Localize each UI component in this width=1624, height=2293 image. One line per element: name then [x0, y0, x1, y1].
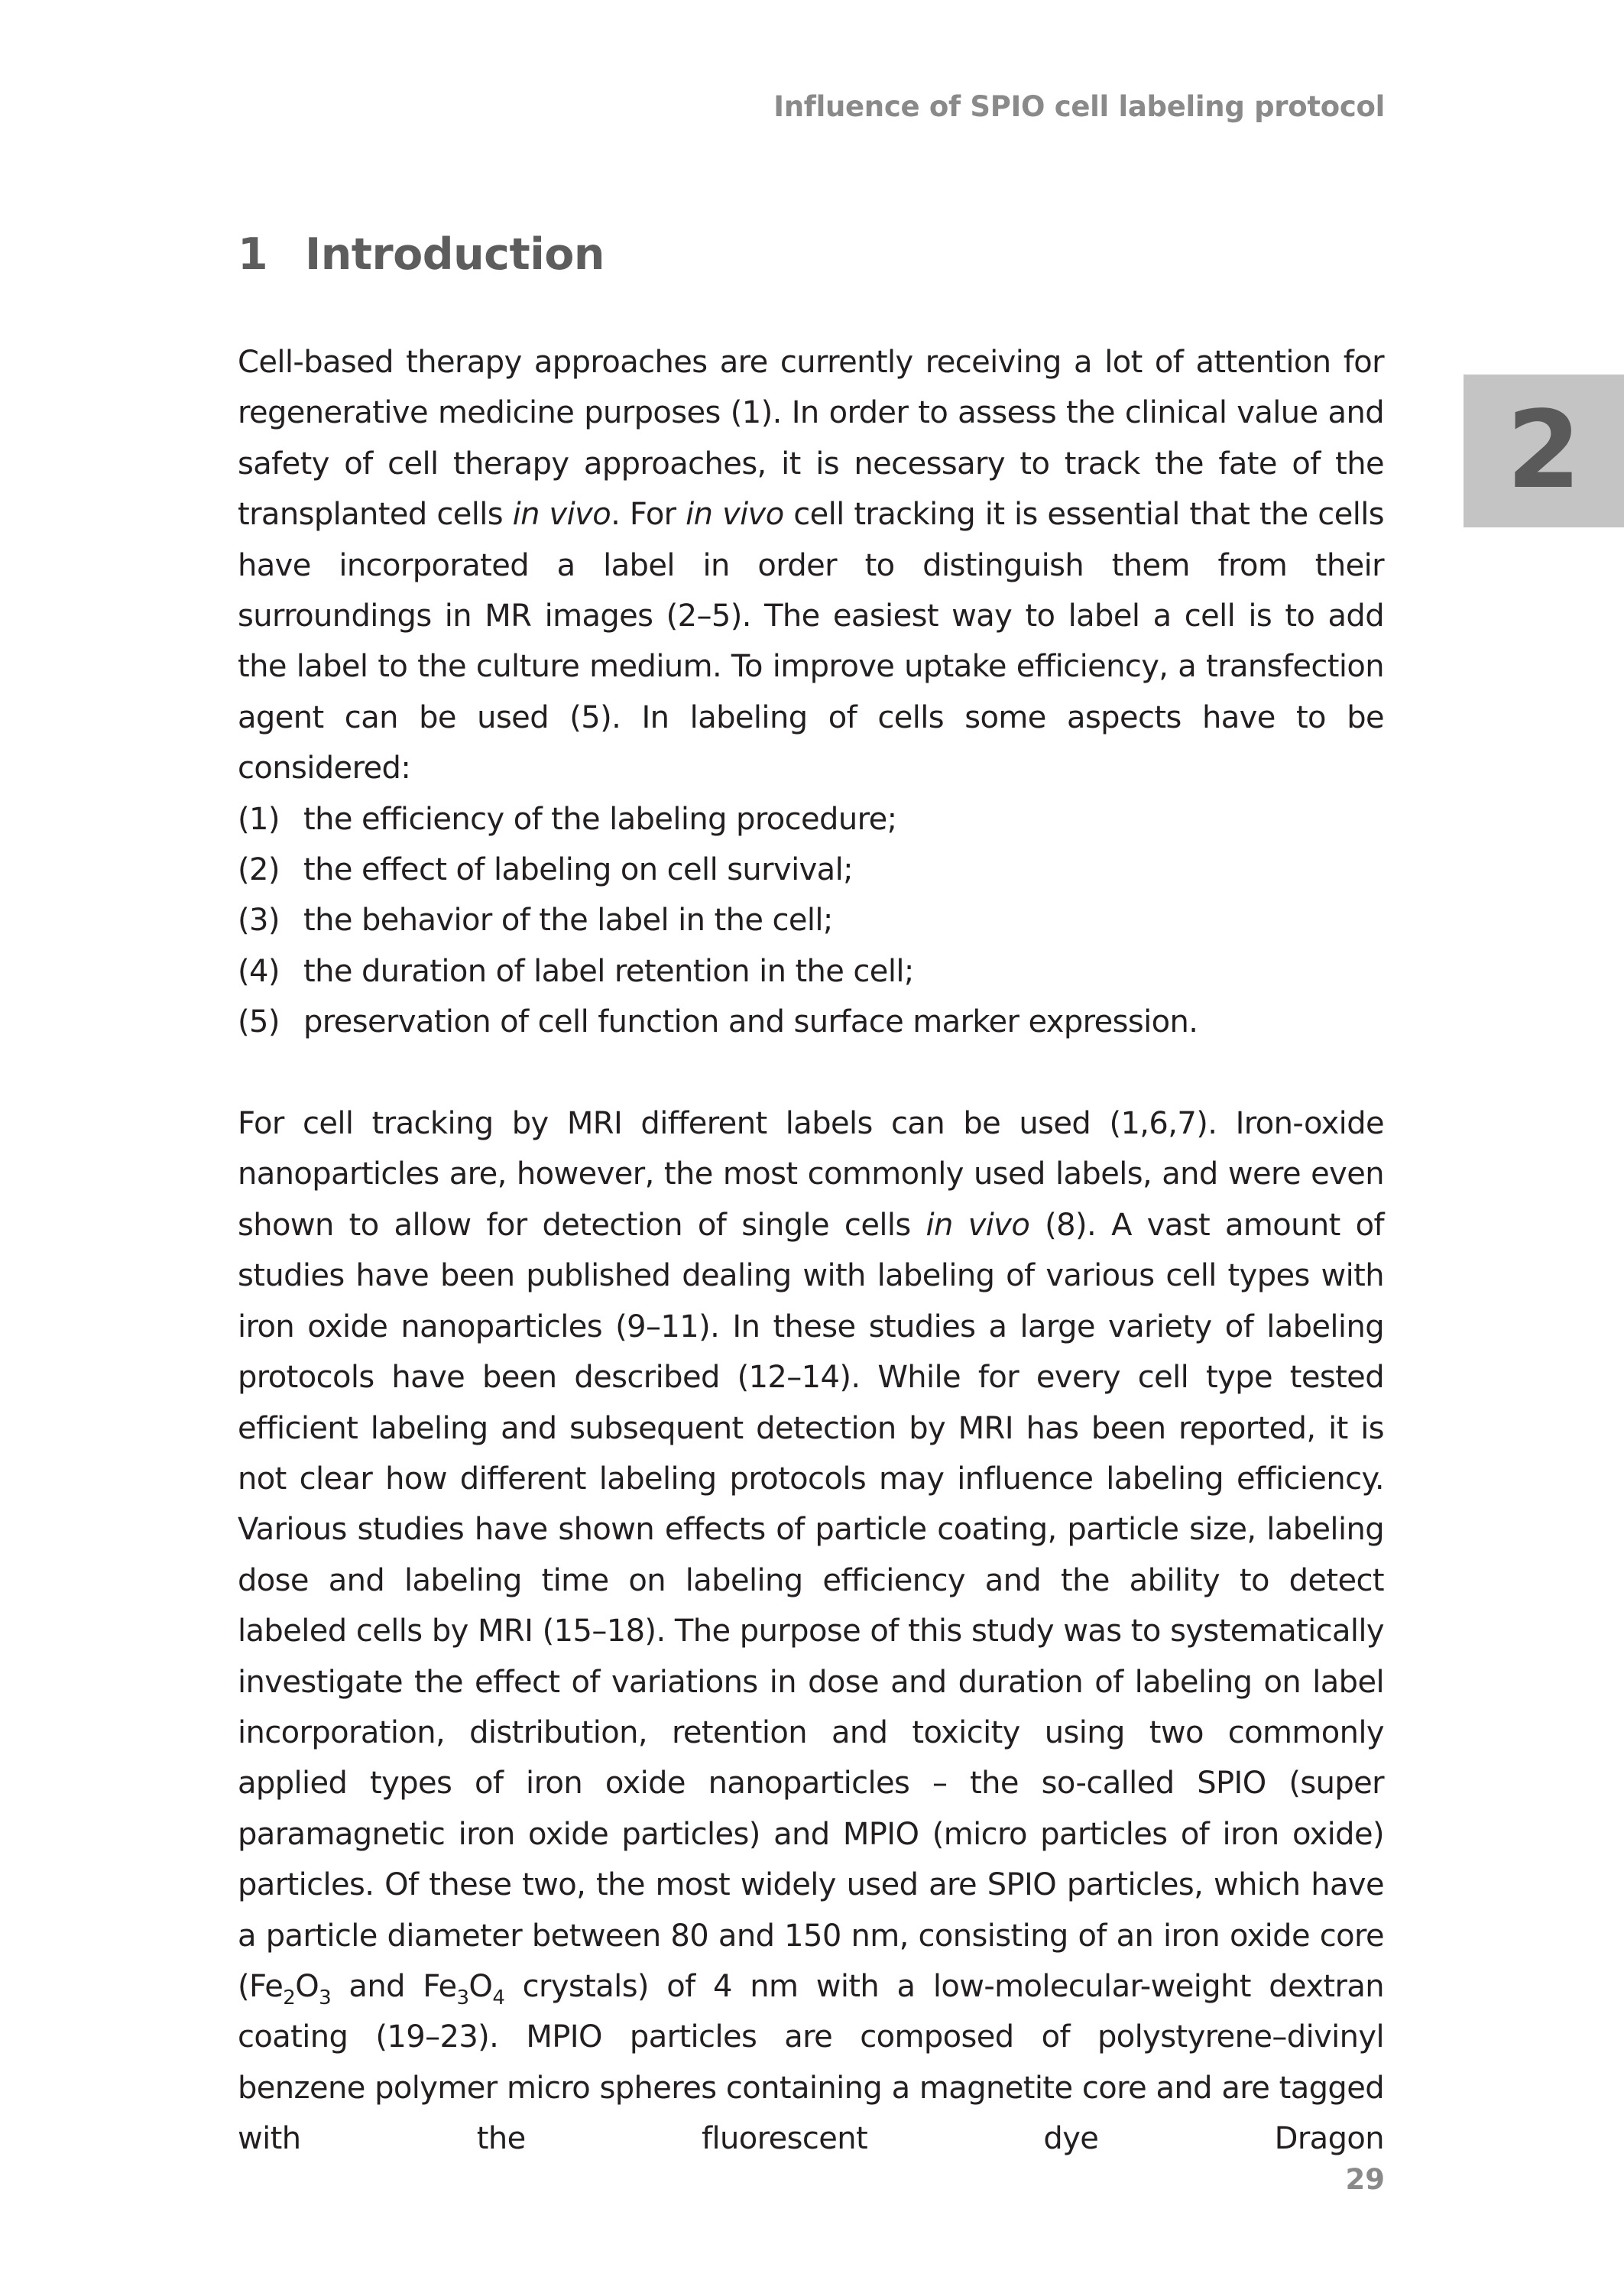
- intro-paragraph-2: [238, 1098, 1384, 2165]
- paragraph-gap: [238, 1048, 1384, 1098]
- intro-paragraph-1: [238, 337, 1384, 794]
- list-item: [238, 997, 1384, 1047]
- text-run: crystals) of 4 nm with a low-molecular-weight dextran coating (19–23). MPIO particles are composed of polystyrene–divinyl benzene polymer micro spheres containing a magnetite core and are tagged with the fluorescent dye Dragon: [238, 1968, 1384, 2157]
- subscript: 2: [283, 1986, 296, 2009]
- italic-term: in vivo: [686, 497, 784, 533]
- text-run: (8). A vast amount of studies have been published dealing with labeling of various cell types with iron oxide nanoparticles (9–11). In these studies a large variety of labeling protocols have been described (12–14). While for every cell type tested efficient labeling and subsequent detection by MRI has been reported, it is not clear how different labeling protocols may influence labeling efficiency. Various studies have shown effects of particle coating, particle size, labeling dose and labeling time on labeling efficiency and the ability to detect labeled cells by MRI (15–18). The purpose of this study was to systematically investigate the effect of variations in dose and duration of labeling on label incorporation, distribution, retention and toxicity using two commonly applied types of iron oxide nanoparticles – the so-called SPIO (super paramagnetic iron oxide particles) and MPIO (micro particles of iron oxide) particles. Of these two, the most widely used are SPIO particles, which have a particle diameter between 80 and 150 nm, consisting of an iron oxide core (Fe: [238, 1207, 1384, 2004]
- italic-term: in vivo: [925, 1207, 1030, 1243]
- list-marker: (3): [238, 903, 280, 939]
- text-run: For cell tracking by MRI different labels can be used (1,6,7). Iron-oxide nanoparticles are, however, the most commonly used labels, and were even shown to allow for detection of single cells: [238, 1106, 1384, 1243]
- chapter-tab: 2: [1464, 375, 1624, 527]
- list-item: [238, 895, 1384, 945]
- section-title: Introduction: [305, 229, 605, 280]
- subscript: 3: [456, 1986, 469, 2009]
- subscript: 3: [319, 1986, 332, 2009]
- text-run: O: [295, 1968, 319, 2004]
- running-head: Influence of SPIO cell labeling protocol: [773, 90, 1385, 123]
- text-run: and Fe: [331, 1968, 457, 2004]
- list-item-text: the efficiency of the labeling procedure;: [303, 801, 897, 837]
- text-run: cell tracking it is essential that the cells have incorporated a label in order to distinguish them from their surroundings in MR images (2–5). The easiest way to label a cell is to add the label to the culture medium. To improve uptake efficiency, a transfection agent can be used (5). In labeling of cells some aspects have to be considered:: [238, 497, 1384, 786]
- list-item: [238, 946, 1384, 997]
- list-item-text: the duration of label retention in the cell;: [303, 953, 914, 989]
- text-run: . For: [611, 497, 686, 533]
- text-run: O: [468, 1968, 493, 2004]
- list-marker: (1): [238, 801, 280, 837]
- list-marker: (5): [238, 1004, 280, 1040]
- text-run: Cell-based therapy approaches are currently receiving a lot of attention for regenerative medicine purposes (1). In order to assess the clinical value and safety of cell therapy approaches, it is necessary to track the fate of the transplanted cells: [238, 345, 1384, 533]
- list-marker: (4): [238, 953, 280, 989]
- page-number: 29: [1345, 2163, 1385, 2196]
- body-text: [238, 337, 1384, 2165]
- list-item: [238, 845, 1384, 895]
- aspects-list: [238, 794, 1384, 1048]
- list-marker: (2): [238, 852, 280, 888]
- list-item-text: the effect of labeling on cell survival;: [303, 852, 853, 888]
- list-item-text: preservation of cell function and surface marker expression.: [303, 1004, 1198, 1040]
- list-item-text: the behavior of the label in the cell;: [303, 903, 833, 939]
- subscript: 4: [492, 1986, 505, 2009]
- italic-term: in vivo: [512, 497, 611, 533]
- section-heading: [238, 229, 605, 280]
- list-item: [238, 794, 1384, 845]
- section-number: 1: [238, 229, 268, 280]
